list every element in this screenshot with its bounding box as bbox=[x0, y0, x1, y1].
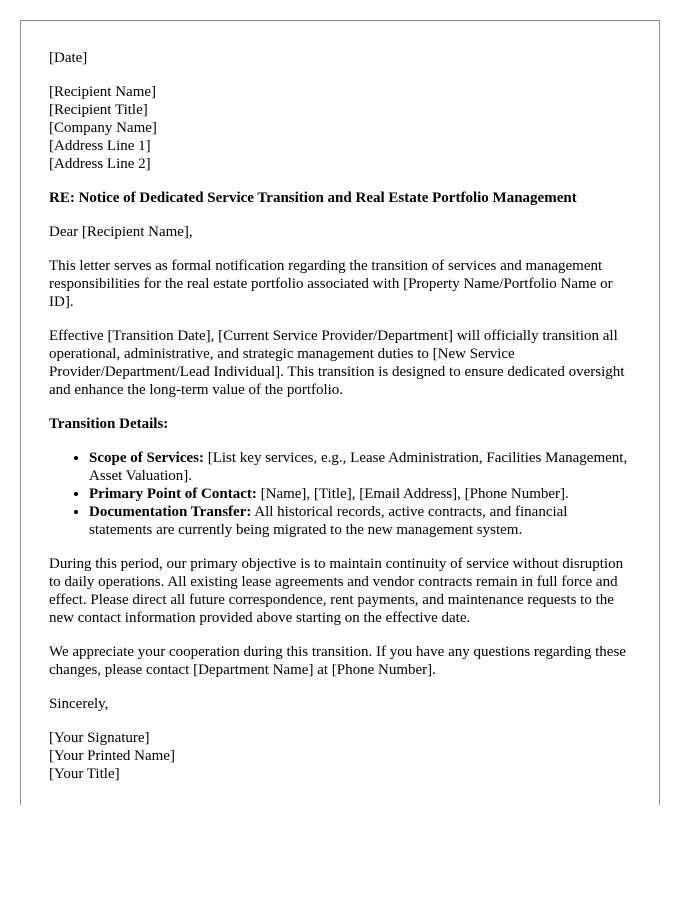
paragraph-intro: This letter serves as formal notification regarding the transition of services and management responsibilities for the real estate portfolio associated with [Property Name/Portfolio Name or ID]. bbox=[49, 258, 613, 310]
list-item-documentation bbox=[89, 503, 631, 539]
subject-line: RE: Notice of Dedicated Service Transition and Real Estate Portfolio Management bbox=[49, 190, 577, 206]
paragraph-appreciation: We appreciate your cooperation during this transition. If you have any questions regarding these changes, please contact [Department Name] at [Phone Number]. bbox=[49, 644, 626, 678]
salutation: Dear [Recipient Name], bbox=[49, 224, 193, 240]
list-item-text: [List key services, e.g., Lease Administration, Facilities Management, Asset Valuation]. bbox=[89, 450, 628, 484]
recipient-address-line-2: [Address Line 2] bbox=[49, 156, 151, 172]
list-item-label: Documentation Transfer: bbox=[89, 504, 252, 520]
closing: Sincerely, bbox=[49, 696, 109, 712]
recipient-title: [Recipient Title] bbox=[49, 102, 148, 118]
paragraph-continuity: During this period, our primary objective is to maintain continuity of service without disruption to daily operations. All existing lease agreements and vendor contracts remain in full force and effect. Please direct all future correspondence, rent payments, and maintenance requests to the new contact information provided above starting on the effective date. bbox=[49, 556, 624, 626]
paragraph-effective: Effective [Transition Date], [Current Service Provider/Department] will officially transition all operational, administrative, and strategic management duties to [New Service Provider/Department/Lead Individual]. This transition is designed to ensure dedicated oversight and enhance the long-term value of the portfolio. bbox=[49, 328, 625, 398]
printed-name: [Your Printed Name] bbox=[49, 748, 175, 764]
transition-details-list bbox=[49, 449, 631, 539]
list-item-scope bbox=[89, 449, 631, 485]
signature-placeholder: [Your Signature] bbox=[49, 730, 150, 746]
recipient-name: [Recipient Name] bbox=[49, 84, 157, 100]
recipient-address-line-1: [Address Line 1] bbox=[49, 138, 151, 154]
list-item-contact bbox=[89, 485, 631, 503]
list-item-label: Scope of Services: bbox=[89, 450, 204, 466]
signature-block bbox=[49, 729, 631, 783]
letter-date: [Date] bbox=[49, 50, 88, 66]
transition-details-heading: Transition Details: bbox=[49, 416, 169, 432]
recipient-company: [Company Name] bbox=[49, 120, 157, 136]
letter-page bbox=[20, 20, 660, 805]
list-item-text: [Name], [Title], [Email Address], [Phone Number]. bbox=[256, 486, 569, 502]
signer-title: [Your Title] bbox=[49, 766, 120, 782]
list-item-text: All historical records, active contracts, and financial statements are currently being migrated to the new management system. bbox=[89, 504, 568, 538]
list-item-label: Primary Point of Contact: bbox=[89, 486, 257, 502]
recipient-address-block bbox=[49, 83, 631, 173]
